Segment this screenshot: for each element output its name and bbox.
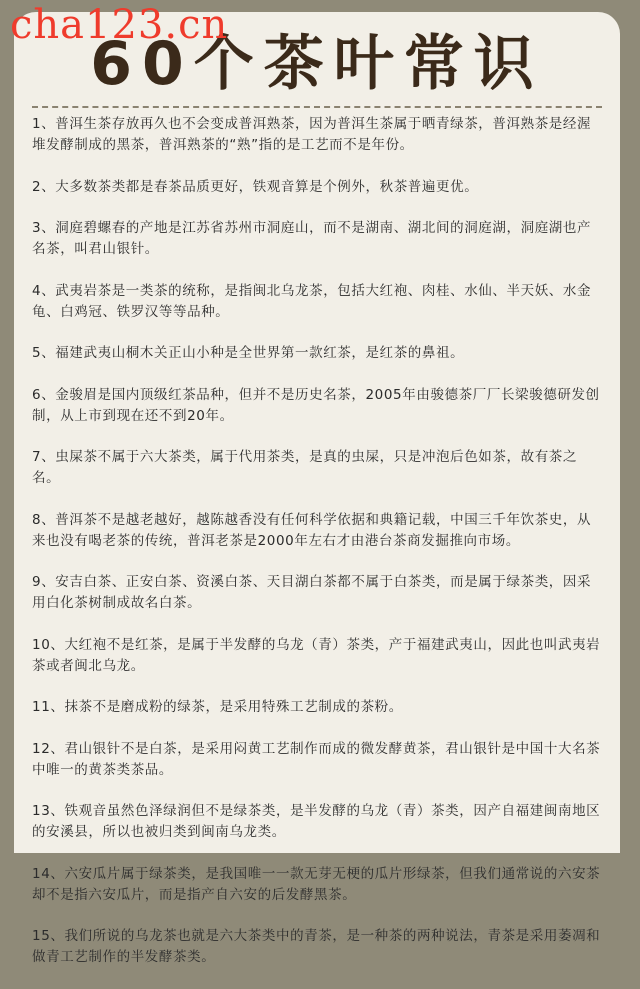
list-item: 5、福建武夷山桐木关正山小种是全世界第一款红茶，是红茶的鼻祖。 (32, 345, 465, 361)
list-item: 1、普洱生茶存放再久也不会变成普洱熟茶，因为普洱生茶属于晒青绿茶，普洱熟茶是经渥堆发酵制成的黑茶，普洱熟茶的“熟”指的是工艺而不是年份。 (32, 116, 592, 153)
list-item: 10、大红袍不是红茶，是属于半发酵的乌龙（青）茶类，产于福建武夷山，因此也叫武夷岩茶或者闽北乌龙。 (32, 636, 601, 674)
list-item: 15、我们所说的乌龙茶也就是六大茶类中的青茶，是一种茶的两种说法，青茶是采用萎凋和做青工艺制作的半发酵茶类。 (32, 928, 601, 965)
list-item: 14、六安瓜片属于绿茶类，是我国唯一一款无芽无梗的瓜片形绿茶，但我们通常说的六安茶却不是指六安瓜片，而是指产自六安的后发酵黑茶。 (32, 865, 601, 903)
list-item: 7、虫屎茶不属于六大茶类，属于代用茶类，是真的虫屎，只是冲泡后色如茶，故有茶之名。 (32, 449, 577, 486)
list-item: 3、洞庭碧螺春的产地是江苏省苏州市洞庭山，而不是湖南、湖北间的洞庭湖，洞庭湖也产名茶，叫君山银针。 (32, 220, 592, 257)
list-item: 4、武夷岩茶是一类茶的统称，是指闽北乌龙茶，包括大红袍、肉桂、水仙、半天妖、水金龟、白鸡冠、铁罗汉等等品种。 (32, 282, 592, 320)
site-watermark: cha123.cn (10, 2, 229, 48)
list-item: 11、抹茶不是磨成粉的绿茶，是采用特殊工艺制成的茶粉。 (32, 699, 403, 715)
article-card (14, 12, 620, 965)
list-item: 9、安吉白茶、正安白茶、资溪白茶、天目湖白茶都不属于白茶类，而是属于绿茶类，因采用白化茶树制成故名白茶。 (32, 574, 592, 611)
tea-facts-list (32, 114, 604, 989)
list-item: 13、铁观音虽然色泽绿润但不是绿茶类，是半发酵的乌龙（青）茶类，因产自福建闽南地区的安溪县，所以也被归类到闽南乌龙类。 (32, 803, 601, 840)
page-title: 60个茶叶常识 (90, 29, 544, 99)
title-divider (32, 106, 602, 108)
list-item: 2、大多数茶类都是春茶品质更好，铁观音算是个例外，秋茶普遍更优。 (32, 178, 479, 195)
list-item: 12、君山银针不是白茶，是采用闷黄工艺制作而成的微发酵黄茶，君山银针是中国十大名茶中唯一的黄茶类茶品。 (32, 740, 601, 778)
list-item: 8、普洱茶不是越老越好，越陈越香没有任何科学依据和典籍记载，中国三千年饮茶史，从来也没有喝老茶的传统，普洱老茶是2000年左右才由港台茶商发掘推向市场。 (32, 511, 592, 549)
list-item: 6、金骏眉是国内顶级红茶品种，但并不是历史名茶，2005年由骏德茶厂厂长梁骏德研发创制，从上市到现在还不到20年。 (32, 386, 600, 424)
